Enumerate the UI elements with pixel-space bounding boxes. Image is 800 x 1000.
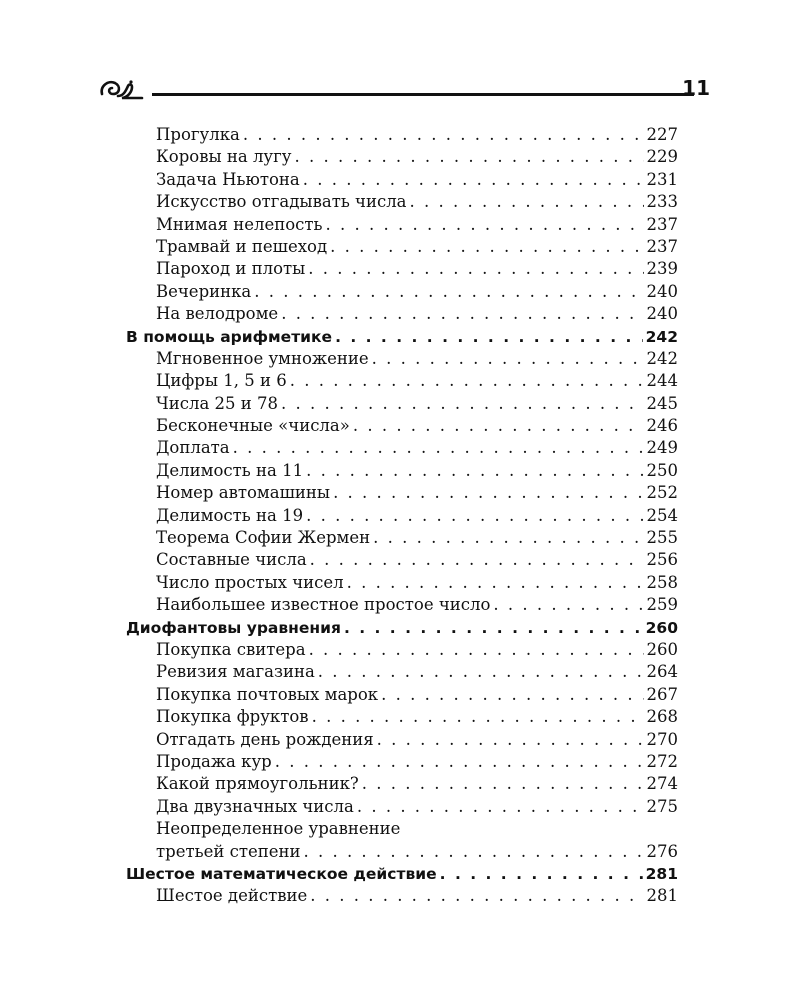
- toc-entry-title: Искусство отгадывать числа: [156, 192, 407, 212]
- toc-entry: [126, 258, 678, 280]
- toc-entry: [126, 437, 678, 459]
- toc-entry-title: Номер автомашины: [156, 483, 331, 503]
- toc-entry: [126, 572, 678, 594]
- toc-entry: [126, 281, 678, 303]
- toc-entry: [126, 482, 678, 504]
- dot-leader: [310, 549, 644, 571]
- dot-leader: [306, 505, 643, 527]
- toc-entry-title: Наибольшее известное простое число: [156, 595, 491, 615]
- header-rule: [152, 93, 694, 96]
- dot-leader: [347, 572, 644, 594]
- toc-entry-page: 244: [646, 371, 678, 391]
- toc-entry-title: Пароход и плоты: [156, 259, 306, 279]
- dot-leader: [275, 751, 644, 773]
- toc-entry-title: Трамвай и пешеход: [156, 236, 328, 256]
- toc-entry: [126, 594, 678, 616]
- toc-entry-title: На велодроме: [156, 304, 279, 324]
- dot-leader: [357, 796, 644, 818]
- toc-entry-page: 272: [646, 751, 678, 771]
- toc-entry-page: 270: [646, 729, 678, 749]
- toc-entry-page: 275: [646, 796, 678, 816]
- toc-entry-title: Вечеринка: [156, 281, 252, 301]
- toc-entry-title: Диофантовы уравнения: [126, 618, 341, 637]
- running-header: [98, 74, 710, 104]
- toc-section-entry: [126, 617, 678, 639]
- toc-entry-page: 267: [646, 684, 678, 704]
- toc-entry-title: Число простых чисел: [156, 572, 344, 592]
- toc-entry-page: 260: [646, 639, 678, 659]
- toc-entry-title: Покупка фруктов: [156, 707, 309, 727]
- toc-entry-page: 268: [646, 707, 678, 727]
- dot-leader: [344, 617, 643, 639]
- toc-entry: [126, 191, 678, 213]
- toc-entry-title: Покупка свитера: [156, 639, 306, 659]
- toc-entry-title: Коровы на лугу: [156, 147, 292, 167]
- dot-leader: [306, 460, 643, 482]
- toc-entry-title: третьей степени: [156, 841, 301, 861]
- toc-entry-page: 252: [646, 483, 678, 503]
- dot-leader: [303, 841, 643, 863]
- toc-entry: [126, 348, 678, 370]
- toc-entry-page: 254: [646, 505, 678, 525]
- toc-entry-page: 246: [646, 416, 678, 436]
- toc-entry-page: 249: [646, 438, 678, 458]
- toc-entry-page: 227: [646, 125, 678, 144]
- toc-entry: [126, 124, 678, 146]
- toc-entry-title: Ревизия магазина: [156, 662, 315, 682]
- toc-entry-page: 240: [646, 281, 678, 301]
- toc-section-entry: [126, 326, 678, 348]
- toc-entry: [126, 818, 678, 840]
- toc-entry-title: Продажа кур: [156, 751, 272, 771]
- toc-entry: [126, 729, 678, 751]
- toc-entry-page: 240: [646, 304, 678, 324]
- dot-leader: [362, 773, 644, 795]
- toc-entry-page: 242: [645, 327, 678, 346]
- dot-leader: [233, 437, 644, 459]
- toc-entry-title: Шестое действие: [156, 886, 308, 906]
- dot-leader: [254, 281, 643, 303]
- toc-entry-title: Неопределенное уравнение: [156, 819, 401, 839]
- dot-leader: [333, 482, 643, 504]
- toc-entry-page: 229: [646, 147, 678, 167]
- toc-entry: [126, 236, 678, 258]
- toc-entry-title: Числа 25 и 78: [156, 393, 279, 413]
- toc-entry: [126, 796, 678, 818]
- toc-entry-title: Составные числа: [156, 550, 307, 570]
- toc-entry-title: Мгновенное умножение: [156, 348, 369, 368]
- dot-leader: [303, 169, 644, 191]
- toc-entry-title: Покупка почтовых марок: [156, 684, 379, 704]
- toc-entry: [126, 841, 678, 863]
- toc-entry-title: Делимость на 19: [156, 505, 304, 525]
- toc-entry: [126, 684, 678, 706]
- toc-entry-page: 276: [646, 841, 678, 861]
- dot-leader: [326, 214, 644, 236]
- dot-leader: [335, 326, 643, 348]
- toc-entry: [126, 773, 678, 795]
- toc-entry-page: 239: [646, 259, 678, 279]
- dot-leader: [290, 370, 644, 392]
- dot-leader: [295, 146, 644, 168]
- dot-leader: [312, 706, 644, 728]
- toc-entry: [126, 460, 678, 482]
- toc-entry: [126, 706, 678, 728]
- dot-leader: [309, 639, 644, 661]
- toc-entry: [126, 549, 678, 571]
- toc-entry-page: 237: [646, 236, 678, 256]
- toc-entry: [126, 393, 678, 415]
- toc-entry-page: 231: [646, 169, 678, 189]
- snail-ornament-icon: [98, 76, 144, 102]
- dot-leader: [281, 303, 643, 325]
- toc-entry-page: 274: [646, 774, 678, 794]
- toc-entry-page: 255: [646, 528, 678, 548]
- toc-entry-title: Отгадать день рождения: [156, 729, 374, 749]
- toc-entry-page: 259: [646, 595, 678, 615]
- toc-section-entry: [126, 863, 678, 885]
- toc-entry-title: Какой прямоугольник?: [156, 774, 359, 794]
- dot-leader: [373, 527, 643, 549]
- page-number: 11: [682, 76, 710, 100]
- toc-entry-title: Прогулка: [156, 125, 240, 144]
- toc-entry: [126, 751, 678, 773]
- toc-entry-title: Два двузначных числа: [156, 796, 354, 816]
- toc-entry-page: 237: [646, 214, 678, 234]
- dot-leader: [308, 258, 643, 280]
- dot-leader: [377, 729, 644, 751]
- toc-entry: [126, 169, 678, 191]
- dot-leader: [330, 236, 643, 258]
- toc-entry-title: Теорема Софии Жермен: [156, 528, 371, 548]
- toc-entry: [126, 370, 678, 392]
- toc-entry: [126, 527, 678, 549]
- table-of-contents: [126, 124, 678, 908]
- dot-leader: [493, 594, 643, 616]
- toc-entry: [126, 146, 678, 168]
- toc-entry: [126, 303, 678, 325]
- toc-entry-title: Мнимая нелепость: [156, 214, 323, 234]
- dot-leader: [243, 124, 644, 146]
- toc-entry: [126, 885, 678, 907]
- toc-entry-page: 256: [646, 550, 678, 570]
- toc-entry-page: 245: [646, 393, 678, 413]
- toc-entry-page: 250: [646, 460, 678, 480]
- dot-leader: [372, 348, 644, 370]
- dot-leader: [281, 393, 643, 415]
- toc-entry: [126, 415, 678, 437]
- toc-entry-page: 233: [646, 192, 678, 212]
- toc-entry: [126, 661, 678, 683]
- dot-leader: [310, 885, 643, 907]
- toc-entry-title: Задача Ньютона: [156, 169, 300, 189]
- toc-entry-title: Шестое математическое действие: [126, 864, 437, 883]
- dot-leader: [410, 191, 644, 213]
- toc-entry: [126, 214, 678, 236]
- toc-entry-page: 258: [646, 572, 678, 592]
- toc-entry-title: Бесконечные «числа»: [156, 416, 350, 436]
- toc-entry: [126, 505, 678, 527]
- toc-entry-title: В помощь арифметике: [126, 327, 333, 346]
- toc-entry: [126, 639, 678, 661]
- dot-leader: [381, 684, 643, 706]
- toc-entry-page: 242: [646, 348, 678, 368]
- toc-entry-title: Делимость на 11: [156, 460, 304, 480]
- dot-leader: [353, 415, 644, 437]
- toc-entry-page: 260: [645, 618, 678, 637]
- toc-entry-title: Доплата: [156, 438, 230, 458]
- toc-entry-page: 281: [646, 886, 678, 906]
- dot-leader: [318, 661, 644, 683]
- dot-leader: [440, 863, 643, 885]
- toc-entry-page: 264: [646, 662, 678, 682]
- toc-entry-title: Цифры 1, 5 и 6: [156, 371, 287, 391]
- toc-entry-page: 281: [645, 864, 678, 883]
